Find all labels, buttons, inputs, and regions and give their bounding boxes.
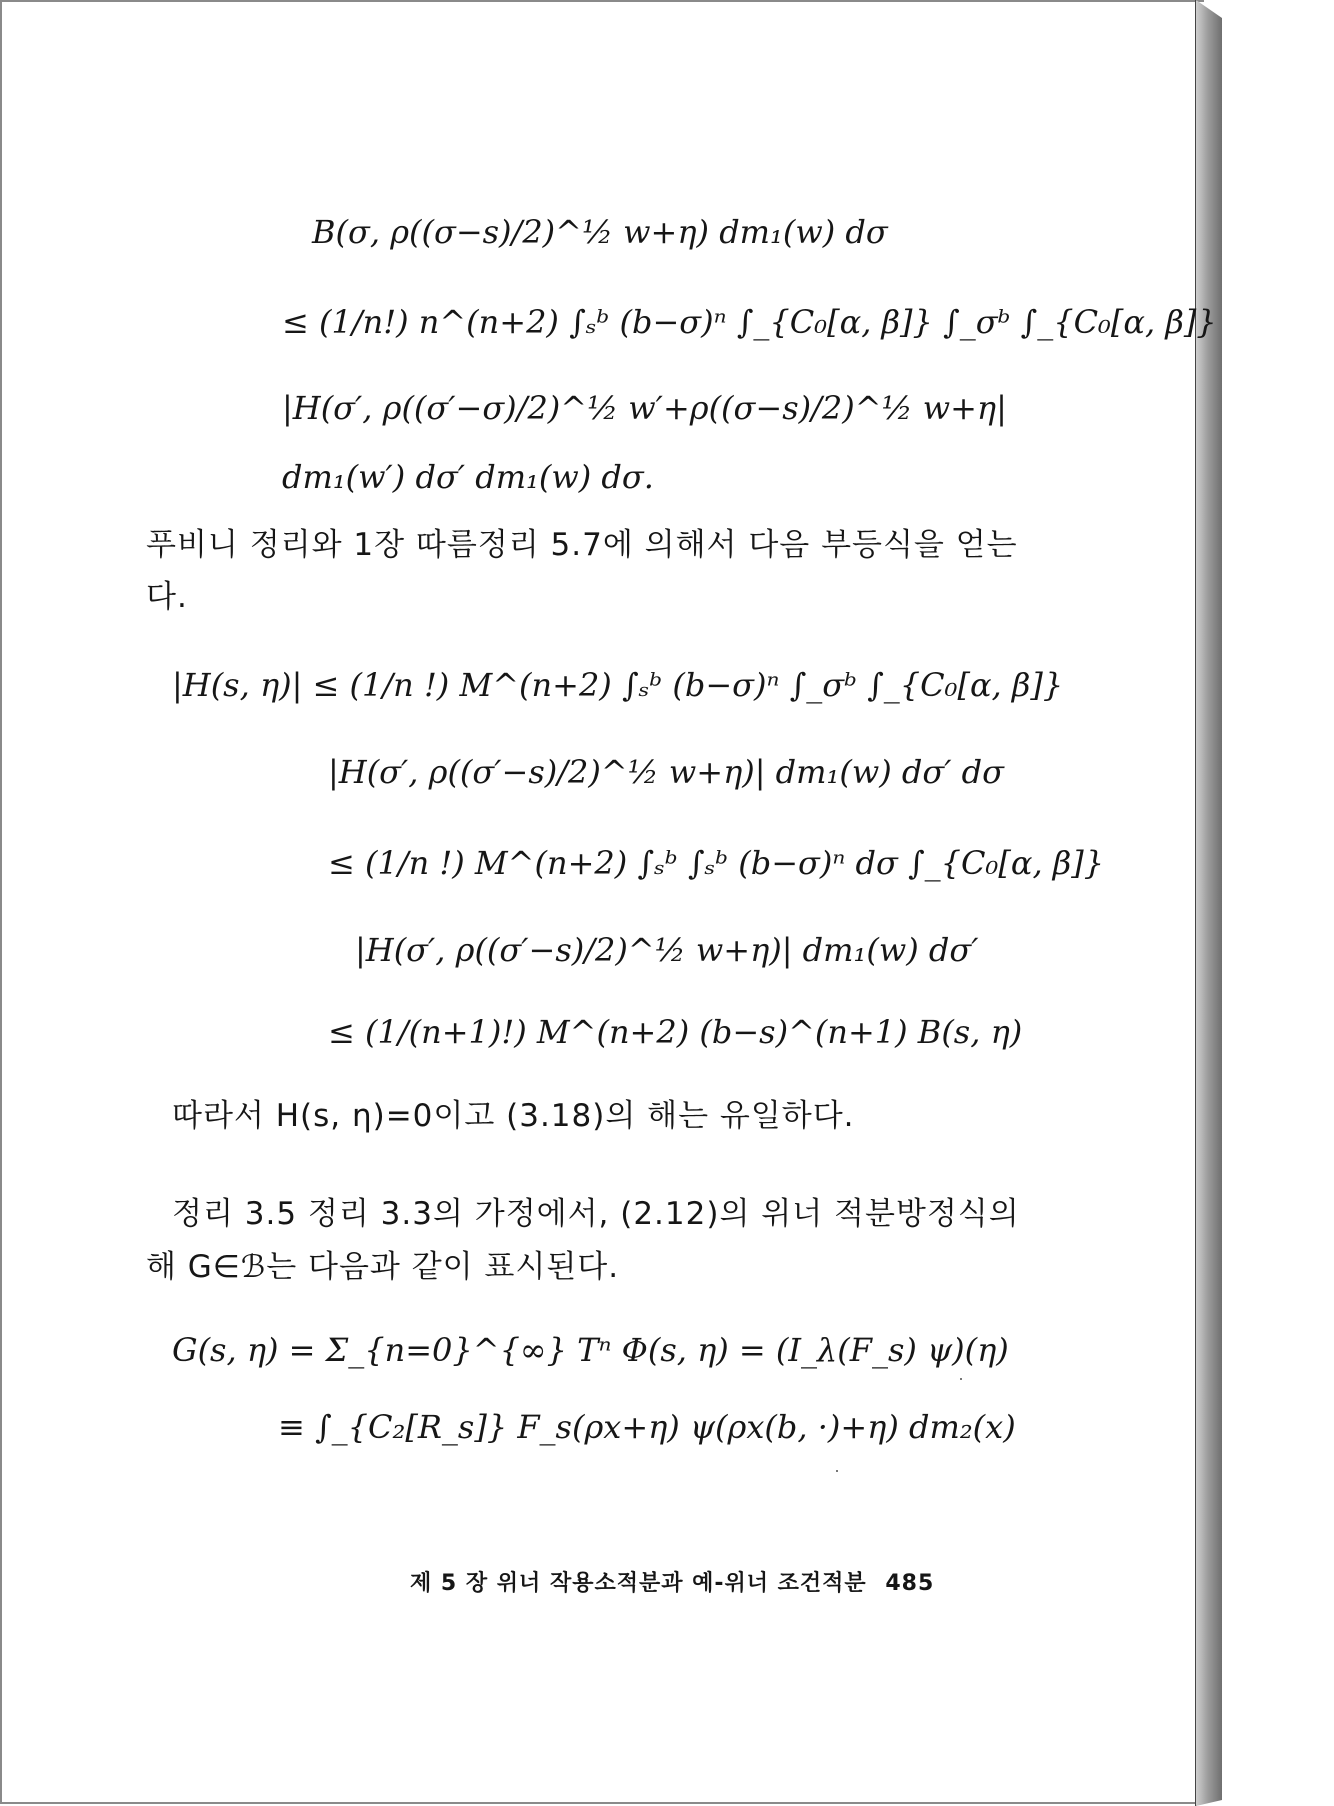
inequality-line-3: ≤ (1/n !) M^(n+2) ∫ₛᵇ ∫ₛᵇ (b−σ)ⁿ dσ ∫_{C₀[α, β]} [328, 844, 1105, 882]
solution-formula-line-1: G(s, η) = Σ_{n=0}^{∞} Tⁿ Φ(s, η) = (I_λ(F_s) ψ)(η) [172, 1331, 1009, 1369]
theorem-statement: 해 G∈ℬ는 다음과 같이 표시된다. [146, 1249, 620, 1285]
conclusion-text: 따라서 H(s, η)=0이고 (3.18)의 해는 유일하다. [172, 1098, 855, 1134]
equation-line-3: |H(σ′, ρ((σ′−σ)/2)^½ w′+ρ((σ−s)/2)^½ w+η| [282, 389, 1007, 427]
speck [960, 1378, 962, 1380]
speck [836, 1470, 838, 1472]
equation-line-1: B(σ, ρ((σ−s)/2)^½ w+η) dm₁(w) dσ [312, 213, 888, 251]
page-number: 485 [885, 1571, 935, 1596]
running-head-title: 제 5 장 위너 작용소적분과 예-위너 조건적분 [410, 1571, 867, 1596]
background [1222, 0, 1334, 1806]
theorem-statement: 정리 3.5 정리 3.3의 가정에서, (2.12)의 위너 적분방정식의 [172, 1196, 1020, 1232]
book-spine [1196, 0, 1222, 1806]
equation-line-2: ≤ (1/n!) n^(n+2) ∫ₛᵇ (b−σ)ⁿ ∫_{C₀[α, β]} ∫_σᵇ ∫_{C₀[α, β]} [282, 303, 1217, 341]
equation-line-4: dm₁(w′) dσ′ dm₁(w) dσ. [282, 458, 654, 496]
paragraph-text: 다. [146, 579, 188, 615]
inequality-line-5: ≤ (1/(n+1)!) M^(n+2) (b−s)^(n+1) B(s, η) [328, 1013, 1023, 1051]
inequality-line-1: |H(s, η)| ≤ (1/n !) M^(n+2) ∫ₛᵇ (b−σ)ⁿ ∫_σᵇ ∫_{C₀[α, β]} [172, 666, 1064, 704]
running-head [410, 1570, 934, 1598]
paragraph-text: 푸비니 정리와 1장 따름정리 5.7에 의해서 다음 부등식을 얻는 [146, 527, 1018, 563]
inequality-line-4: |H(σ′, ρ((σ′−s)/2)^½ w+η)| dm₁(w) dσ′ [355, 931, 979, 969]
inequality-line-2: |H(σ′, ρ((σ′−s)/2)^½ w+η)| dm₁(w) dσ′ dσ [328, 753, 1004, 791]
solution-formula-line-2: ≡ ∫_{C₂[R_s]} F_s(ρx+η) ψ(ρx(b, ·)+η) dm₂(x) [278, 1408, 1016, 1446]
